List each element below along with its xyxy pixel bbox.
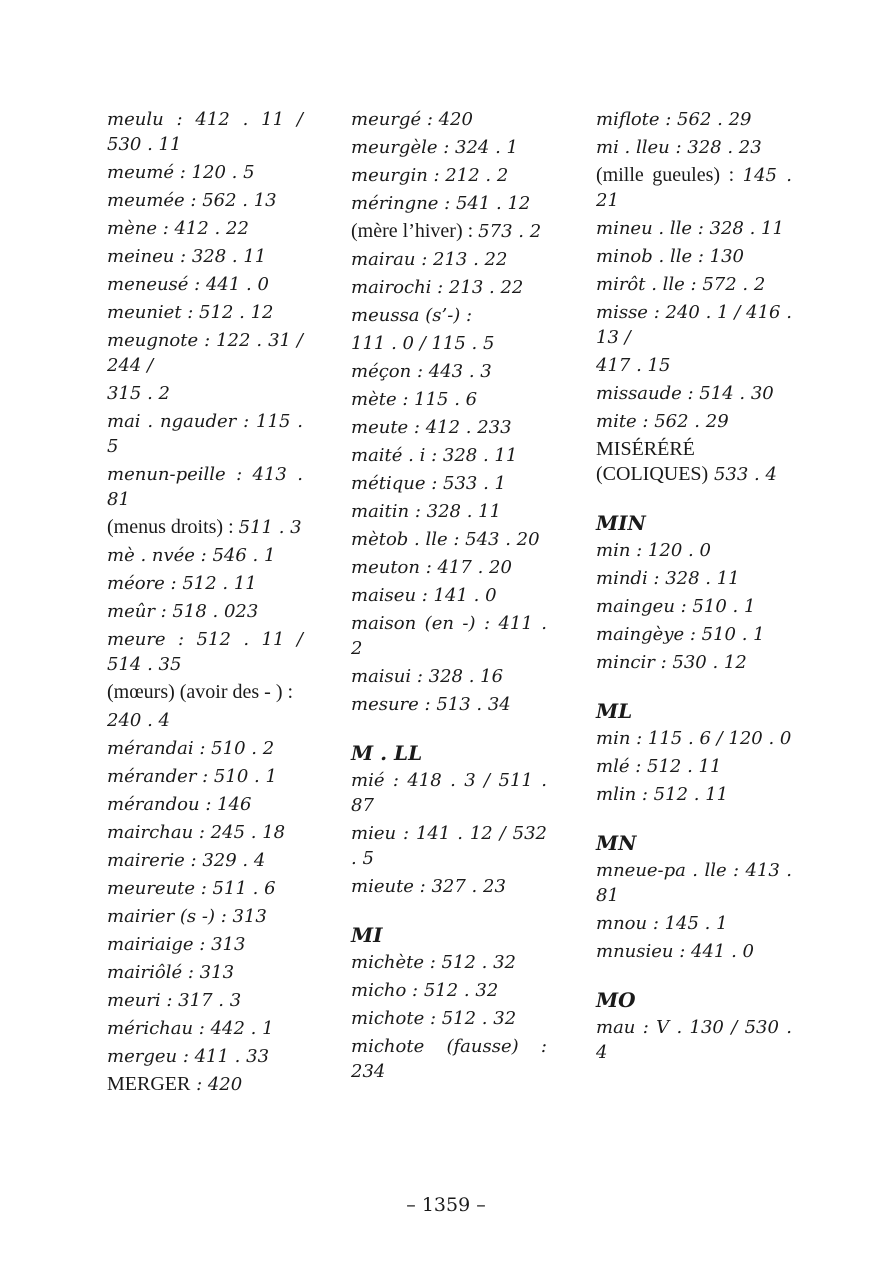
- entry-text: méore : 512 . 11: [107, 573, 257, 594]
- entry-text: 573 . 2: [478, 221, 542, 242]
- index-entry: [351, 443, 547, 468]
- entry-text: mérandou : 146: [107, 794, 252, 815]
- entry-headword: MISÉRÉRÉ (COLIQUES): [596, 438, 709, 485]
- entry-text: maisui : 328 . 16: [351, 666, 504, 687]
- index-entry: [351, 387, 547, 412]
- entry-text: mérander : 510 . 1: [107, 766, 277, 787]
- index-entry: [351, 1006, 547, 1031]
- entry-text: 533 . 4: [708, 464, 777, 485]
- index-entry: [351, 275, 547, 300]
- index-entry: [351, 359, 547, 384]
- entry-text: mérandai : 510 . 2: [107, 738, 275, 759]
- entry-headword: (mère l’hiver) :: [351, 220, 479, 242]
- index-entry: [107, 381, 303, 406]
- index-entry: [107, 708, 303, 733]
- entry-text: meure : 512 . 11 / 514 . 35: [107, 629, 303, 675]
- section-heading: MIN: [596, 511, 646, 535]
- index-entry: [107, 515, 303, 540]
- entry-text: min : 120 . 0: [596, 540, 711, 561]
- entry-text: meute : 412 . 233: [351, 417, 512, 438]
- index-entry: [596, 939, 792, 964]
- entry-text: maingeu : 510 . 1: [596, 596, 756, 617]
- entry-text: meureute : 511 . 6: [107, 878, 276, 899]
- index-entry: [107, 188, 303, 213]
- entry-text: mène : 412 . 22: [107, 218, 249, 239]
- entry-text: mi . lleu : 328 . 23: [596, 137, 762, 158]
- entry-text: maité . i : 328 . 11: [351, 445, 518, 466]
- section-heading: ML: [596, 699, 633, 723]
- entry-text: michote (fausse) : 234: [351, 1036, 547, 1082]
- entry-text: meuton : 417 . 20: [351, 557, 512, 578]
- index-entry: [351, 1034, 547, 1084]
- entry-text: mairochi : 213 . 22: [351, 277, 524, 298]
- entry-text: 111 . 0 / 115 . 5: [351, 333, 495, 354]
- index-entry: [107, 932, 303, 957]
- index-entry: [596, 244, 792, 269]
- entry-text: maison (en -) : 411 . 2: [351, 613, 547, 659]
- index-entry: [351, 555, 547, 580]
- index-entry: [107, 680, 303, 705]
- entry-text: meulu : 412 . 11 / 530 . 11: [107, 109, 303, 155]
- entry-text: mincir : 530 . 12: [596, 652, 747, 673]
- entry-text: mlé : 512 . 11: [596, 756, 722, 777]
- entry-text: 511 . 3: [238, 517, 302, 538]
- index-entry: [107, 1016, 303, 1041]
- index-entry: [107, 736, 303, 761]
- index-entry: [596, 911, 792, 936]
- entry-text: missaude : 514 . 30: [596, 383, 774, 404]
- entry-text: mesure : 513 . 34: [351, 694, 511, 715]
- index-entry: [596, 726, 792, 751]
- entry-text: maiseu : 141 . 0: [351, 585, 497, 606]
- entry-text: miflote : 562 . 29: [596, 109, 752, 130]
- page-number: – 1359 –: [406, 1194, 486, 1216]
- entry-text: mnusieu : 441 . 0: [596, 941, 754, 962]
- index-entry: [596, 135, 792, 160]
- index-entry: [351, 415, 547, 440]
- section-heading: MI: [351, 923, 383, 947]
- index-entry: [596, 538, 792, 563]
- index-entry: [107, 328, 303, 378]
- entry-text: mairiaige : 313: [107, 934, 246, 955]
- index-entry: [351, 527, 547, 552]
- entry-text: mète : 115 . 6: [351, 389, 478, 410]
- entry-text: 417 . 15: [596, 355, 671, 376]
- index-entry: [596, 353, 792, 378]
- entry-text: maitin : 328 . 11: [351, 501, 502, 522]
- entry-text: meugnote : 122 . 31 / 244 /: [107, 330, 303, 376]
- entry-text: mérichau : 442 . 1: [107, 1018, 274, 1039]
- index-entry: [107, 244, 303, 269]
- index-entry: [107, 216, 303, 241]
- entry-text: min : 115 . 6 / 120 . 0: [596, 728, 792, 749]
- index-entry: [596, 163, 792, 213]
- index-entry: [107, 988, 303, 1013]
- index-entry: [107, 960, 303, 985]
- index-entry: [351, 471, 547, 496]
- entry-text: mieute : 327 . 23: [351, 876, 506, 897]
- index-entry: [351, 583, 547, 608]
- index-entry: [596, 437, 792, 487]
- entry-text: meumée : 562 . 13: [107, 190, 277, 211]
- index-column-1: [107, 107, 303, 1100]
- entry-text: mirôt . lle : 572 . 2: [596, 274, 766, 295]
- index-entry: [351, 950, 547, 975]
- index-entry: [596, 216, 792, 241]
- entry-text: mè . nvée : 546 . 1: [107, 545, 276, 566]
- entry-text: mlin : 512 . 11: [596, 784, 729, 805]
- index-entry: [596, 782, 792, 807]
- entry-headword: (mœurs) (avoir des - ) :: [107, 681, 294, 703]
- index-entry: [596, 409, 792, 434]
- entry-text: meuniet : 512 . 12: [107, 302, 274, 323]
- entry-text: meurgé : 420: [351, 109, 473, 130]
- entry-headword: (menus droits) :: [107, 516, 239, 538]
- index-entry: [107, 409, 303, 459]
- index-entry: [596, 272, 792, 297]
- section-heading: M . LL: [351, 741, 423, 765]
- entry-text: mneue-pa . lle : 413 . 81: [596, 860, 792, 906]
- index-entry: [596, 594, 792, 619]
- index-entry: [107, 764, 303, 789]
- index-entry: [596, 566, 792, 591]
- entry-text: mairchau : 245 . 18: [107, 822, 286, 843]
- entry-text: méringne : 541 . 12: [351, 193, 531, 214]
- entry-text: mairau : 213 . 22: [351, 249, 508, 270]
- section-heading: MO: [596, 988, 636, 1012]
- index-entry: [351, 303, 547, 328]
- entry-text: mié : 418 . 3 / 511 . 87: [351, 770, 547, 816]
- entry-text: mai . ngauder : 115 . 5: [107, 411, 303, 457]
- entry-text: michote : 512 . 32: [351, 1008, 517, 1029]
- index-entry: [351, 163, 547, 188]
- index-entry: [107, 599, 303, 624]
- entry-text: mairiôlé : 313: [107, 962, 235, 983]
- entry-text: micho : 512 . 32: [351, 980, 499, 1001]
- index-entry: [107, 571, 303, 596]
- entry-text: mite : 562 . 29: [596, 411, 729, 432]
- entry-text: métique : 533 . 1: [351, 473, 506, 494]
- index-entry: [351, 978, 547, 1003]
- entry-text: mieu : 141 . 12 / 532 . 5: [351, 823, 547, 869]
- index-entry: [351, 768, 547, 818]
- index-entry: [351, 107, 547, 132]
- index-entry: [107, 107, 303, 157]
- index-entry: [351, 611, 547, 661]
- index-entry: [351, 874, 547, 899]
- index-entry: [596, 754, 792, 779]
- entry-headword: MERGER: [107, 1073, 191, 1095]
- entry-headword: (mille gueules) :: [596, 164, 743, 186]
- index-entry: [107, 820, 303, 845]
- entry-text: 240 . 4: [107, 710, 170, 731]
- entry-text: misse : 240 . 1 / 416 . 13 /: [596, 302, 792, 348]
- index-entry: [351, 219, 547, 244]
- entry-text: 145 . 21: [596, 165, 792, 211]
- index-entry: [351, 692, 547, 717]
- index-column-2: [351, 107, 547, 1087]
- index-entry: [351, 331, 547, 356]
- entry-text: maingèye : 510 . 1: [596, 624, 765, 645]
- index-entry: [107, 543, 303, 568]
- entry-text: meussa (s’-) :: [351, 305, 473, 326]
- entry-text: méçon : 443 . 3: [351, 361, 492, 382]
- index-entry: [107, 462, 303, 512]
- index-entry: [351, 499, 547, 524]
- index-entry: [107, 1044, 303, 1069]
- index-entry: [351, 664, 547, 689]
- index-entry: [107, 1072, 303, 1097]
- index-entry: [351, 135, 547, 160]
- entry-text: michète : 512 . 32: [351, 952, 516, 973]
- index-entry: [596, 300, 792, 350]
- entry-text: mnou : 145 . 1: [596, 913, 728, 934]
- index-entry: [351, 191, 547, 216]
- entry-text: mètob . lle : 543 . 20: [351, 529, 540, 550]
- index-entry: [351, 821, 547, 871]
- entry-text: mairerie : 329 . 4: [107, 850, 266, 871]
- entry-text: meûr : 518 . 023: [107, 601, 259, 622]
- index-entry: [107, 848, 303, 873]
- entry-text: mau : V . 130 / 530 . 4: [596, 1017, 792, 1063]
- entry-text: meumé : 120 . 5: [107, 162, 255, 183]
- index-entry: [107, 300, 303, 325]
- index-entry: [107, 792, 303, 817]
- entry-text: meurgèle : 324 . 1: [351, 137, 518, 158]
- index-entry: [596, 650, 792, 675]
- entry-text: mineu . lle : 328 . 11: [596, 218, 784, 239]
- index-entry: [351, 247, 547, 272]
- index-entry: [107, 904, 303, 929]
- index-entry: [107, 272, 303, 297]
- entry-text: menun-peille : 413 . 81: [107, 464, 303, 510]
- index-entry: [596, 858, 792, 908]
- entry-text: meneusé : 441 . 0: [107, 274, 269, 295]
- entry-text: minob . lle : 130: [596, 246, 744, 267]
- section-heading: MN: [596, 831, 637, 855]
- entry-text: meuri : 317 . 3: [107, 990, 242, 1011]
- index-entry: [107, 627, 303, 677]
- index-entry: [596, 622, 792, 647]
- entry-text: meineu : 328 . 11: [107, 246, 267, 267]
- index-entry: [107, 876, 303, 901]
- entry-text: 315 . 2: [107, 383, 170, 404]
- index-entry: [107, 160, 303, 185]
- index-column-3: [596, 107, 792, 1068]
- entry-text: mairier (s -) : 313: [107, 906, 267, 927]
- entry-text: mergeu : 411 . 33: [107, 1046, 270, 1067]
- index-entry: [596, 381, 792, 406]
- index-entry: [596, 1015, 792, 1065]
- entry-text: : 420: [190, 1074, 243, 1095]
- index-entry: [596, 107, 792, 132]
- entry-text: mindi : 328 . 11: [596, 568, 740, 589]
- entry-text: meurgin : 212 . 2: [351, 165, 509, 186]
